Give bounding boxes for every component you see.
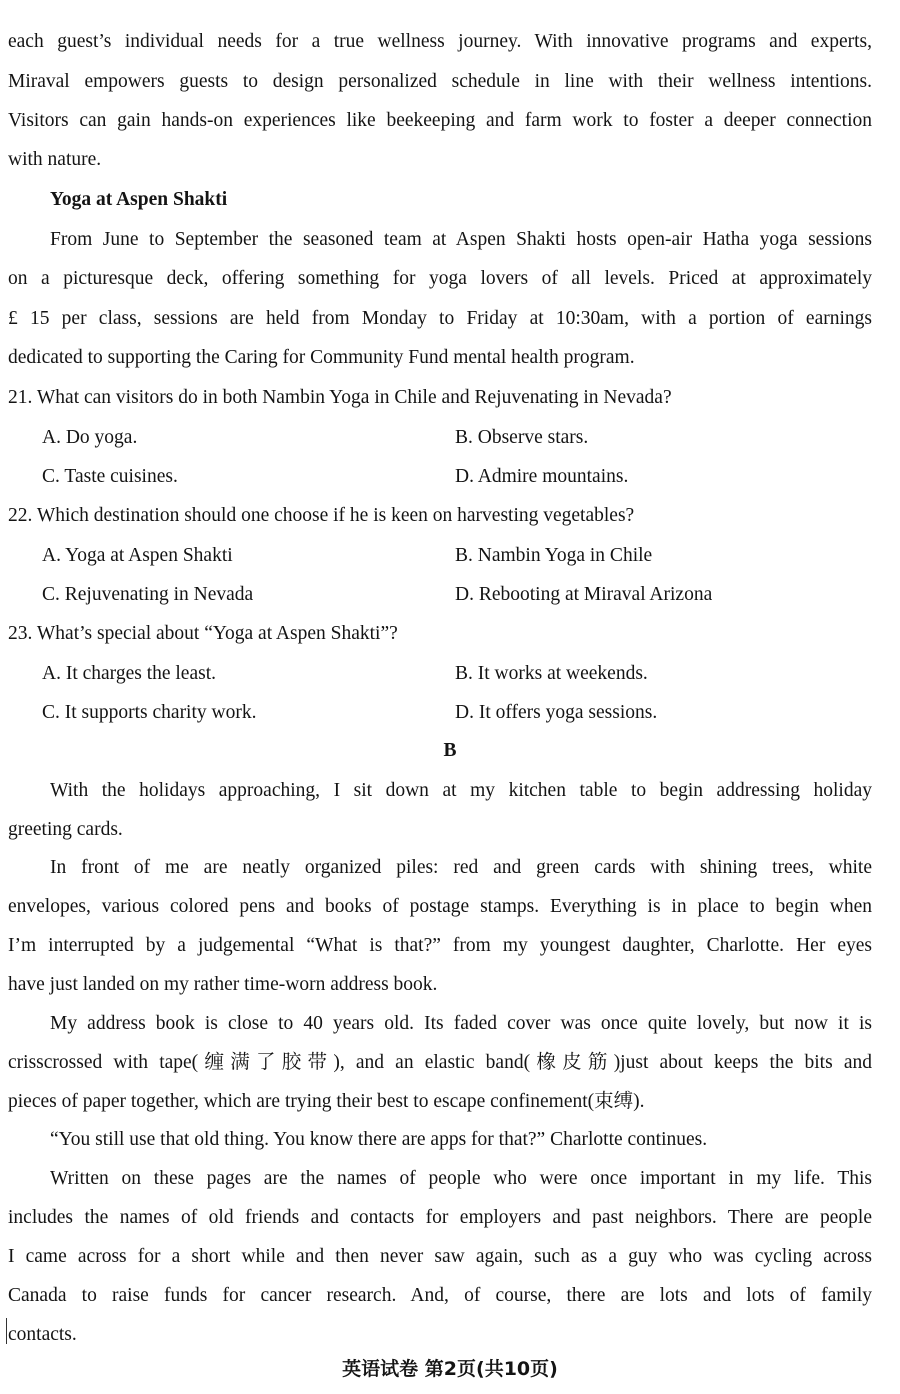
- passage-line: I came across for a short while and then never saw again, such as a guy who was cycling across: [8, 1246, 872, 1267]
- question-stem: 21. What can visitors do in both Nambin Yoga in Chile and Rejuvenating in Nevada?: [8, 387, 672, 408]
- answer-option[interactable]: C. It supports charity work.: [42, 702, 257, 723]
- passage-line: each guest’s individual needs for a true wellness journey. With innovative programs and experts,: [8, 31, 872, 52]
- passage-line: Miraval empowers guests to design personalized schedule in line with their wellness intentions.: [8, 71, 872, 92]
- passage-line: I’m interrupted by a judgemental “What is that?” from my youngest daughter, Charlotte. Her eyes: [8, 935, 872, 956]
- passage-line: Canada to raise funds for cancer research. And, of course, there are lots and lots of family: [8, 1285, 872, 1306]
- answer-option[interactable]: A. Yoga at Aspen Shakti: [42, 545, 233, 566]
- passage-line: “You still use that old thing. You know there are apps for that?” Charlotte continues.: [50, 1129, 708, 1150]
- section-subheading: Yoga at Aspen Shakti: [50, 189, 228, 210]
- passage-line: £ 15 per class, sessions are held from Monday to Friday at 10:30am, with a portion of earnings: [8, 308, 872, 329]
- section-letter: B: [443, 740, 457, 761]
- answer-option[interactable]: C. Rejuvenating in Nevada: [42, 584, 254, 605]
- passage-line: In front of me are neatly organized piles: red and green cards with shining trees, white: [50, 857, 872, 878]
- answer-option[interactable]: D. Admire mountains.: [455, 466, 629, 487]
- answer-option[interactable]: C. Taste cuisines.: [42, 466, 178, 487]
- passage-line: greeting cards.: [8, 819, 123, 840]
- passage-line: crisscrossed with tape(缠满了胶带), and an elastic band(橡皮筋)just about keeps the bits and: [8, 1052, 872, 1073]
- passage-line: have just landed on my rather time-worn address book.: [8, 974, 438, 995]
- question-stem: 22. Which destination should one choose if he is keen on harvesting vegetables?: [8, 505, 635, 526]
- passage-line: envelopes, various colored pens and books of postage stamps. Everything is in place to begin when: [8, 896, 872, 917]
- passage-line: From June to September the seasoned team at Aspen Shakti hosts open-air Hatha yoga sessions: [50, 229, 872, 250]
- answer-option[interactable]: D. Rebooting at Miraval Arizona: [455, 584, 713, 605]
- page-footer: 英语试卷 第2页(共10页): [342, 1358, 558, 1380]
- passage-line: Written on these pages are the names of people who were once important in my life. This: [50, 1168, 872, 1189]
- answer-option[interactable]: B. Nambin Yoga in Chile: [455, 545, 653, 566]
- answer-option[interactable]: B. Observe stars.: [455, 427, 589, 448]
- question-stem: 23. What’s special about “Yoga at Aspen Shakti”?: [8, 623, 398, 644]
- passage-line: on a picturesque deck, offering something for yoga lovers of all levels. Priced at approximately: [8, 268, 872, 289]
- answer-option[interactable]: D. It offers yoga sessions.: [455, 702, 658, 723]
- passage-line: My address book is close to 40 years old. Its faded cover was once quite lovely, but now it is: [50, 1013, 872, 1034]
- passage-line: dedicated to supporting the Caring for Community Fund mental health program.: [8, 347, 635, 368]
- passage-line: pieces of paper together, which are trying their best to escape confinement(束缚).: [8, 1091, 645, 1112]
- passage-line: With the holidays approaching, I sit down at my kitchen table to begin addressing holiday: [50, 780, 872, 801]
- answer-option[interactable]: A. It charges the least.: [42, 663, 216, 684]
- answer-option[interactable]: A. Do yoga.: [42, 427, 138, 448]
- passage-line: contacts.: [8, 1324, 77, 1345]
- passage-line: Visitors can gain hands-on experiences like beekeeping and farm work to foster a deeper connection: [8, 110, 872, 131]
- passage-line: with nature.: [8, 149, 102, 170]
- margin-rule: [6, 1318, 7, 1344]
- answer-option[interactable]: B. It works at weekends.: [455, 663, 648, 684]
- passage-line: includes the names of old friends and contacts for employers and past neighbors. There are people: [8, 1207, 872, 1228]
